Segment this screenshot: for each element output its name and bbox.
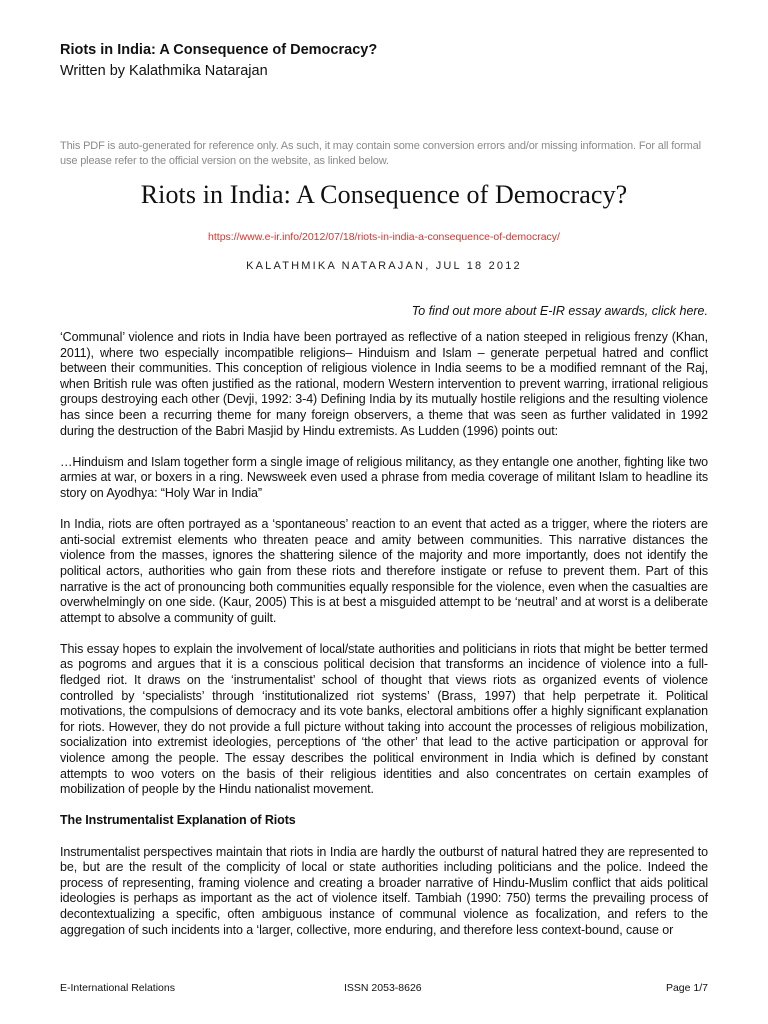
paragraph: ‘Communal’ violence and riots in India have been portrayed as reflective of a nation steeped in religious frenzy (Khan, 2011), where two especially incompatible religions– Hinduism and Islam – generate perpetual hatred and conflict between their communities. This conception of religious violence in India seems to be a modified remnant of the Raj, when British rule was often justified as the rational, modern Western intervention to prevent warring, irrational religious groups destroying each other (Devji, 1992: 3-4) Defining India by its mutually hostile religions and the resulting violence has since been a recurring theme for many foreign observers, a theme that was seen as further validated in 1992 during the destruction of the Babri Masjid by Hindu extremists. As Ludden (1996) points out: [60, 330, 708, 438]
header-author: Written by Kalathmika Natarajan [60, 63, 268, 79]
footer-page-number: Page 1/7 [665, 982, 708, 994]
footer-issn: ISSN 2053-8626 [344, 982, 422, 994]
paragraph: This essay hopes to explain the involvement of local/state authorities and politicians in riots that might be better termed as pogroms and argues that it is a conscious political decision that transforms an incidence of violence into a full-fledged riot. It draws on the ‘instrumentalist’ school of thought that views riots as organized events of violence controlled by ‘specialists’ through ‘institutionalized riot systems’ (Brass, 1997) that help perpetrate it. Political motivations, the compulsions of democracy and its vote banks, electoral ambitions offer a highly significant explanation for riots. However, they do not provide a full picture without taking into account the processes of religious mobilization, socialization into extremist ideologies, perceptions of ‘the other’ that lead to the active participation or approval for violence among the people. The essay describes the political environment in India which is defined by constant attempts to woo voters on the basis of their religious identities and also concentrates on certain examples of mobilization of people by the Hindu nationalist movement. [60, 641, 708, 797]
article-byline: KALATHMIKA NATARAJAN, JUL 18 2012 [246, 260, 522, 272]
section-heading: The Instrumentalist Explanation of Riots [60, 813, 296, 828]
disclaimer-text: This PDF is auto-generated for reference only. As such, it may contain some conversion errors and/or missing information. For all formal use please refer to the official version on the website, as linked below. [60, 140, 701, 167]
article-url-link[interactable]: https://www.e-ir.info/2012/07/18/riots-in-india-a-consequence-of-democracy/ [208, 231, 560, 243]
article-title: Riots in India: A Consequence of Democracy? [140, 180, 628, 209]
paragraph: In India, riots are often portrayed as a ‘spontaneous’ reaction to an event that acted as a trigger, where the rioters are anti-social extremist elements who threaten peace and amity between communities. This narrative distances the violence from the masses, ignores the shattering silence of the majority and more importantly, does not identify the political actors, authorities who gain from these riots and therefore instigate or refuse to prevent them. Part of this narrative is the act of pronouncing both communities equally responsible for the violence, even when the casualties are overwhelmingly on one side. (Kaur, 2005) This is at best a misguided attempt to be ‘neutral’ and at worst is a deliberate attempt to absolve a community of guilt. [60, 517, 708, 625]
essay-awards-link[interactable]: To find out more about E-IR essay awards, click here. [411, 304, 708, 318]
paragraph: Instrumentalist perspectives maintain that riots in India are hardly the outburst of natural hatred they are represented to be, but are the result of the complicity of local or state authorities including politicians and the police. Indeed the process of representing, framing violence and creating a broader narrative of Hindu-Muslim conflict that aids political ideologies is perhaps as important as the act of violence itself. Tambiah (1990: 750) terms the prevailing process of decontextualizing a specific, often ambiguous instance of communal violence as focalization, and refers to the aggregation of such incidents into a ‘larger, collective, more enduring, and therefore less context-bound, cause or [60, 844, 708, 937]
quote-paragraph: …Hinduism and Islam together form a single image of religious militancy, as they entangle one another, fighting like two armies at war, or boxers in a ring. Newsweek even used a phrase from media coverage of militant Islam to headline its story on Ayodhya: “Holy War in India” [60, 454, 708, 500]
header-title: Riots in India: A Consequence of Democracy? [60, 42, 378, 58]
footer-publisher: E-International Relations [60, 982, 175, 994]
article-body [60, 330, 708, 954]
